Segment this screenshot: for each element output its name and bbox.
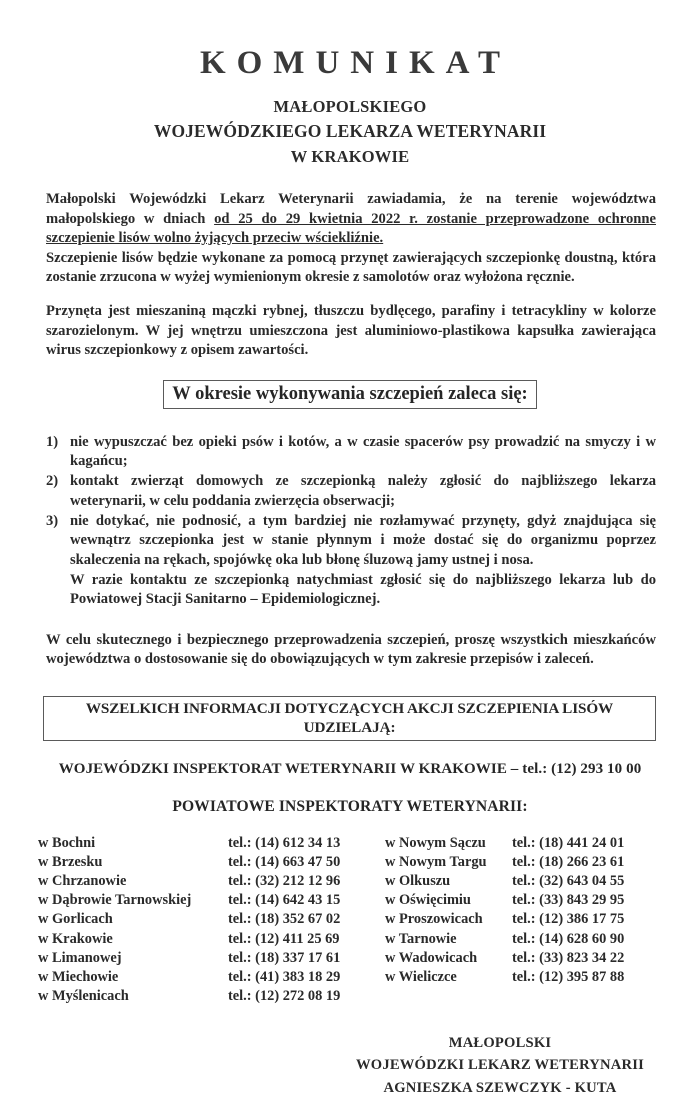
list-item [46, 512, 656, 571]
contact-city: w Gorlicach [38, 911, 113, 928]
contact-phone: tel.: (12) 411 25 69 [228, 930, 340, 947]
intro-paragraph-bait: Przynęta jest mieszaniną mączki rybnej, tłuszczu bydlęcego, parafiny i tetracykliny w kolorze szarozielonym. W jej wnętrzu umieszczona jest aluminiowo-plastikowa kapsułka zawierająca wirus szczepionkowy z opisem zawartości. [46, 303, 656, 359]
contact-city [385, 987, 512, 1006]
signature-block [0, 1032, 700, 1099]
info-box-wrap [0, 696, 700, 741]
list-item-number: 3) [46, 512, 59, 529]
contact-city: w Myślenicach [38, 988, 129, 1005]
info-box-heading: WSZELKICH INFORMACJI DOTYCZĄCYCH AKCJI SZCZEPIENIA LISÓW UDZIELAJĄ: [43, 696, 656, 741]
contact-phone: tel.: (12) 272 08 19 [228, 988, 341, 1005]
table-row [38, 853, 662, 872]
signature-line-2: WOJEWÓDZKI LEKARZ WETERYNARII [355, 1057, 645, 1074]
list-item-label: nie dotykać, nie podnosić, a tym bardziej nie rozłamywać przynęty, gdyż znajdująca się wewnątrz szczepionka jest w stanie płynnym i może dostać się do organizmu poprzez skaleczenia na rękach, spojówkę oka lub błonę śluzową jamy ustnej i nosa. [70, 512, 656, 568]
voivodeship-inspectorate-line: WOJEWÓDZKI INSPEKTORAT WETERYNARII W KRAKOWIE – tel.: (12) 293 10 00 [58, 760, 642, 777]
masthead [0, 0, 700, 170]
contact-phone: tel.: (41) 383 18 29 [228, 968, 341, 985]
subtitle-line-1: MAŁOPOLSKIEGO [273, 96, 427, 116]
contact-phone: tel.: (33) 823 34 22 [512, 949, 625, 966]
contacts-section [0, 834, 700, 1006]
district-inspectorates-heading: POWIATOWE INSPEKTORATY WETERYNARII: [172, 797, 528, 815]
contact-phone: tel.: (14) 612 34 13 [228, 834, 341, 851]
contact-phone [512, 987, 662, 1006]
intro-paragraph-method: Szczepienie lisów będzie wykonane za pomocą przynęt zawierających szczepionkę doustną, która zostanie zrzucona w wyżej wymienionym okresie z samolotów oraz wyłożona ręcznie. [46, 249, 656, 285]
recommendations-note: W razie kontaktu ze szczepionką natychmiast zgłosić się do najbliższego lekarza lub do Powiatowej Stacji Sanitarno – Epidemiologicznej. [70, 571, 656, 608]
contact-phone: tel.: (32) 212 12 96 [228, 873, 341, 890]
table-row [38, 910, 662, 929]
table-row [38, 930, 662, 949]
contact-city: w Limanowej [38, 949, 122, 966]
masthead-subtitle [0, 95, 700, 171]
contact-phone: tel.: (12) 395 87 88 [512, 968, 625, 985]
contact-city: w Oświęcimiu [385, 892, 471, 909]
contacts-table [38, 834, 662, 1006]
list-item-label: nie wypuszczać bez opieki psów i kotów, a w czasie spacerów psy prowadzić na smyczy i w kagańcu; [70, 433, 656, 470]
recommendations-heading: W okresie wykonywania szczepień zaleca się: [163, 380, 536, 409]
contacts-table-body [38, 834, 662, 1006]
table-row [38, 949, 662, 968]
contact-city: w Bochni [38, 834, 96, 851]
subtitle-line-3: W KRAKOWIE [290, 146, 410, 166]
contact-phone: tel.: (12) 386 17 75 [512, 911, 625, 928]
contact-phone: tel.: (18) 441 24 01 [512, 834, 625, 851]
recommendations-heading-wrap [0, 380, 700, 409]
list-item [46, 433, 656, 472]
table-row [38, 872, 662, 891]
intro-section [0, 190, 700, 360]
signature-line-1: MAŁOPOLSKI [448, 1035, 552, 1052]
closing-section [0, 631, 700, 670]
list-item-label: kontakt zwierząt domowych ze szczepionką należy zgłosić do najbliższego lekarza weterynarii, w celu poddania zwierzęcia obserwacji; [70, 473, 656, 509]
closing-paragraph: W celu skutecznego i bezpiecznego przeprowadzenia szczepień, proszę wszystkich mieszkańców województwa o dostosowanie się do obowiązujących w tym zakresie przepisów i zaleceń. [46, 631, 656, 668]
contact-city: w Wadowicach [385, 949, 478, 966]
contact-phone: tel.: (33) 843 29 95 [512, 892, 625, 909]
contact-city: w Proszowicach [385, 911, 483, 928]
contact-phone: tel.: (18) 337 17 61 [228, 949, 341, 966]
contact-phone: tel.: (18) 352 67 02 [228, 911, 341, 928]
contact-city: w Nowym Targu [385, 853, 487, 870]
contact-city: w Dąbrowie Tarnowskiej [38, 892, 192, 909]
table-row [38, 891, 662, 910]
contact-phone: tel.: (14) 628 60 90 [512, 930, 625, 947]
subtitle-line-2: WOJEWÓDZKIEGO LEKARZA WETERYNARII [153, 120, 547, 141]
list-item-number: 1) [46, 433, 59, 450]
contact-city: w Tarnowie [385, 930, 457, 947]
signature-line-3: AGNIESZKA SZEWCZYK - KUTA [383, 1079, 617, 1096]
contact-phone: tel.: (14) 642 43 15 [228, 892, 341, 909]
contact-phone: tel.: (14) 663 47 50 [228, 853, 341, 870]
contact-city: w Chrzanowie [38, 873, 127, 890]
table-row [38, 968, 662, 987]
table-row [38, 987, 662, 1006]
table-row [38, 834, 662, 853]
intro-paragraph-announcement [46, 190, 656, 248]
page-title: KOMUNIKAT [199, 45, 512, 81]
contact-city: w Wieliczce [385, 968, 457, 985]
list-item-number: 2) [46, 473, 59, 490]
list-item [46, 472, 656, 511]
contact-city: w Brzesku [38, 853, 103, 870]
contact-phone: tel.: (18) 266 23 61 [512, 853, 625, 870]
contact-city: w Miechowie [38, 968, 119, 985]
contact-city: w Nowym Sączu [385, 834, 486, 851]
contact-city: w Olkuszu [385, 873, 451, 890]
intro-text-lead: Małopolski Wojewódzki Lekarz Weterynarii zawiadamia, że na terenie województwa małopolskiego w dniach [46, 191, 656, 227]
recommendations-list [0, 433, 700, 610]
contact-phone: tel.: (32) 643 04 55 [512, 873, 625, 890]
contact-city: w Krakowie [38, 930, 113, 947]
intro-text-underlined: od 25 do 29 kwietnia 2022 r. zostanie przeprowadzone ochronne szczepienie lisów wolno żyjących przeciw wściekliźnie. [46, 210, 656, 247]
